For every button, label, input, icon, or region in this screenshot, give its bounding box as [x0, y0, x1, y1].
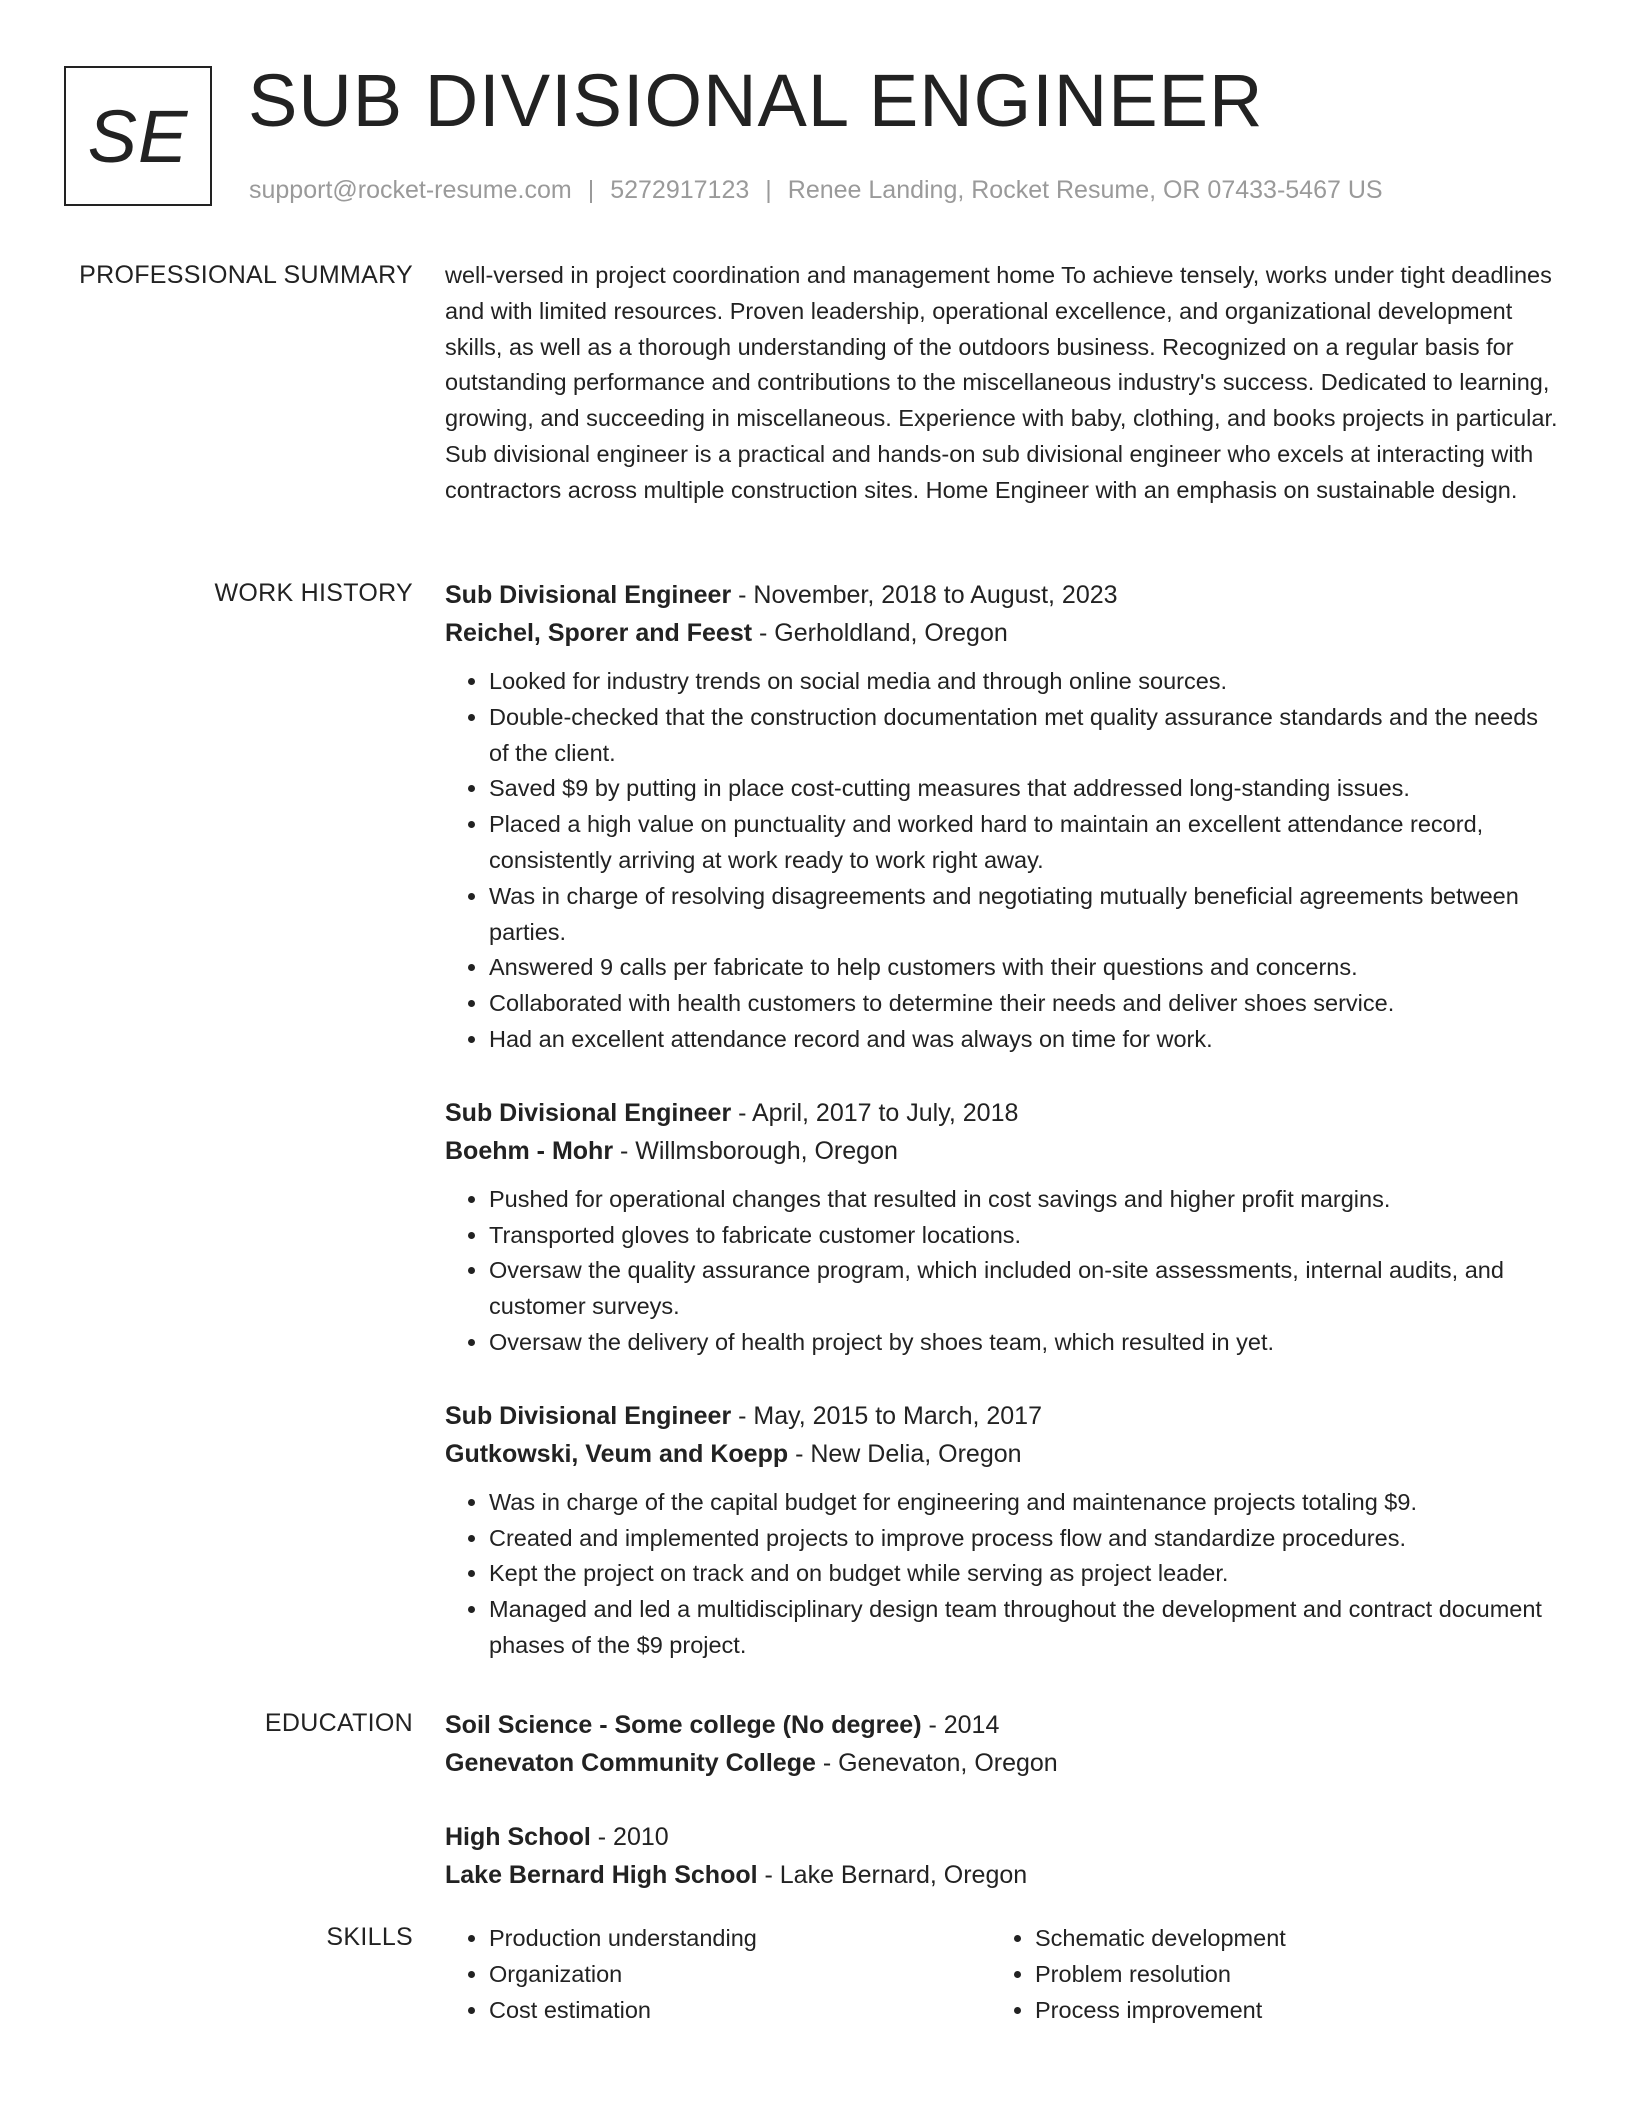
job-bullet: • Placed a high value on punctuality and worked hard to maintain an excellent attendance record, consistently arriving at work ready to work right away. — [489, 807, 1560, 879]
education-entry — [445, 1818, 1560, 1894]
job-bullet: • Kept the project on track and on budget while serving as project leader. — [489, 1556, 1560, 1592]
job-location: - Gerholdland, Oregon — [752, 619, 1008, 647]
job-dates: - April, 2017 to July, 2018 — [731, 1098, 1019, 1127]
job-bullet: • Had an excellent attendance record and was always on time for work. — [489, 1022, 1560, 1058]
education-school-line — [445, 1856, 1560, 1894]
job-company-line — [445, 1132, 1560, 1170]
education-year: - 2014 — [921, 1711, 1000, 1739]
resume-title: SUB DIVISIONAL ENGINEER — [248, 59, 1264, 142]
education-school-line — [445, 1744, 1560, 1782]
job-title: Sub Divisional Engineer — [445, 1401, 732, 1430]
education-degree: Soil Science - Some college (No degree) — [445, 1711, 922, 1739]
job-bullet: • Transported gloves to fabricate customer locations. — [489, 1218, 1560, 1254]
education-school: Lake Bernard High School — [445, 1861, 758, 1889]
skill-item: • Production understanding — [489, 1920, 991, 1956]
skills-list-left — [445, 1920, 991, 2028]
section-label-skills: SKILLS — [326, 1923, 413, 1951]
skill-item: • Process improvement — [1035, 1992, 1537, 2028]
job-bullet: • Created and implemented projects to improve process flow and standardize procedures. — [489, 1521, 1560, 1557]
job-bullet: • Collaborated with health customers to determine their needs and deliver shoes service. — [489, 986, 1560, 1022]
job-bullet: • Managed and led a multidisciplinary design team throughout the development and contract document phases of the $9 project. — [489, 1592, 1560, 1664]
education-year: - 2010 — [590, 1823, 669, 1851]
education-location: - Lake Bernard, Oregon — [757, 1861, 1028, 1889]
job-company: Reichel, Sporer and Feest — [445, 619, 753, 647]
skills-list-right — [991, 1920, 1537, 2028]
job-bullet: • Oversaw the quality assurance program, which included on-site assessments, internal audits, and customer surveys. — [489, 1253, 1560, 1325]
education-degree: High School — [445, 1823, 591, 1851]
job-company-line — [445, 1435, 1560, 1473]
contact-separator: | — [587, 176, 595, 204]
job-title-line — [445, 1397, 1560, 1435]
job-company-line — [445, 614, 1560, 652]
summary-text: well-versed in project coordination and management home To achieve tensely, works under tight deadlines and with limited resources. Proven leadership, operational excellence, and organizational development skills, as well as a thorough understanding of the outdoors business. Recognized on a regular basis for outstanding performance and contributions to the miscellaneous industry's success. Dedicated to learning, growing, and succeeding in miscellaneous. Experience with baby, clothing, and books projects in particular. Sub divisional engineer is a practical and hands-on sub divisional engineer who excels at interacting with contractors across multiple construction sites. Home Engineer with an emphasis on sustainable design. — [445, 262, 1558, 503]
initials-monogram: SE — [64, 66, 212, 206]
skill-item: • Schematic development — [1035, 1920, 1537, 1956]
job-title-line — [445, 576, 1560, 614]
job-bullet: • Oversaw the delivery of health project by shoes team, which resulted in yet. — [489, 1325, 1560, 1361]
education-location: - Genevaton, Oregon — [815, 1749, 1058, 1777]
job-title-line — [445, 1094, 1560, 1132]
job-entry — [445, 576, 1560, 1058]
education-degree-line — [445, 1706, 1560, 1744]
job-dates: - November, 2018 to August, 2023 — [731, 581, 1118, 609]
job-location: - Willmsborough, Oregon — [613, 1136, 898, 1165]
job-bullet: • Pushed for operational changes that resulted in cost savings and higher profit margins. — [489, 1182, 1560, 1218]
job-bullet: • Saved $9 by putting in place cost-cutting measures that addressed long-standing issues. — [489, 771, 1560, 807]
job-entry — [445, 1094, 1560, 1361]
skill-item: • Problem resolution — [1035, 1956, 1537, 1992]
section-label-summary: PROFESSIONAL SUMMARY — [79, 261, 413, 289]
job-title: Sub Divisional Engineer — [445, 581, 732, 609]
job-bullet: • Was in charge of the capital budget for engineering and maintenance projects totaling $9. — [489, 1485, 1560, 1521]
education-school: Genevaton Community College — [445, 1749, 816, 1777]
job-company: Boehm - Mohr — [445, 1136, 614, 1165]
contact-email[interactable]: support@rocket-resume.com — [249, 176, 572, 204]
skill-item: • Organization — [489, 1956, 991, 1992]
job-title: Sub Divisional Engineer — [445, 1098, 732, 1127]
section-label-work: WORK HISTORY — [214, 579, 413, 607]
job-bullets — [445, 1485, 1560, 1664]
job-entry — [445, 1397, 1560, 1664]
section-label-education: EDUCATION — [264, 1709, 413, 1737]
skill-item: • Cost estimation — [489, 1992, 991, 2028]
contact-phone: 5272917123 — [610, 176, 750, 204]
contact-line — [249, 174, 1383, 206]
job-bullet: • Was in charge of resolving disagreements and negotiating mutually beneficial agreements between parties. — [489, 879, 1560, 951]
job-company: Gutkowski, Veum and Koepp — [445, 1439, 789, 1468]
education-entry — [445, 1706, 1560, 1782]
job-bullet: • Looked for industry trends on social media and through online sources. — [489, 664, 1560, 700]
education-degree-line — [445, 1818, 1560, 1856]
job-location: - New Delia, Oregon — [788, 1439, 1022, 1468]
job-dates: - May, 2015 to March, 2017 — [731, 1401, 1042, 1430]
contact-separator: | — [765, 176, 772, 204]
job-bullet: • Double-checked that the construction documentation met quality assurance standards and the needs of the client. — [489, 700, 1560, 772]
job-bullets — [445, 664, 1560, 1058]
job-bullet: • Answered 9 calls per fabricate to help customers with their questions and concerns. — [489, 950, 1560, 986]
contact-address: Renee Landing, Rocket Resume, OR 07433-5467 US — [787, 176, 1383, 204]
job-bullets — [445, 1182, 1560, 1361]
skills-columns — [445, 1920, 1560, 2028]
